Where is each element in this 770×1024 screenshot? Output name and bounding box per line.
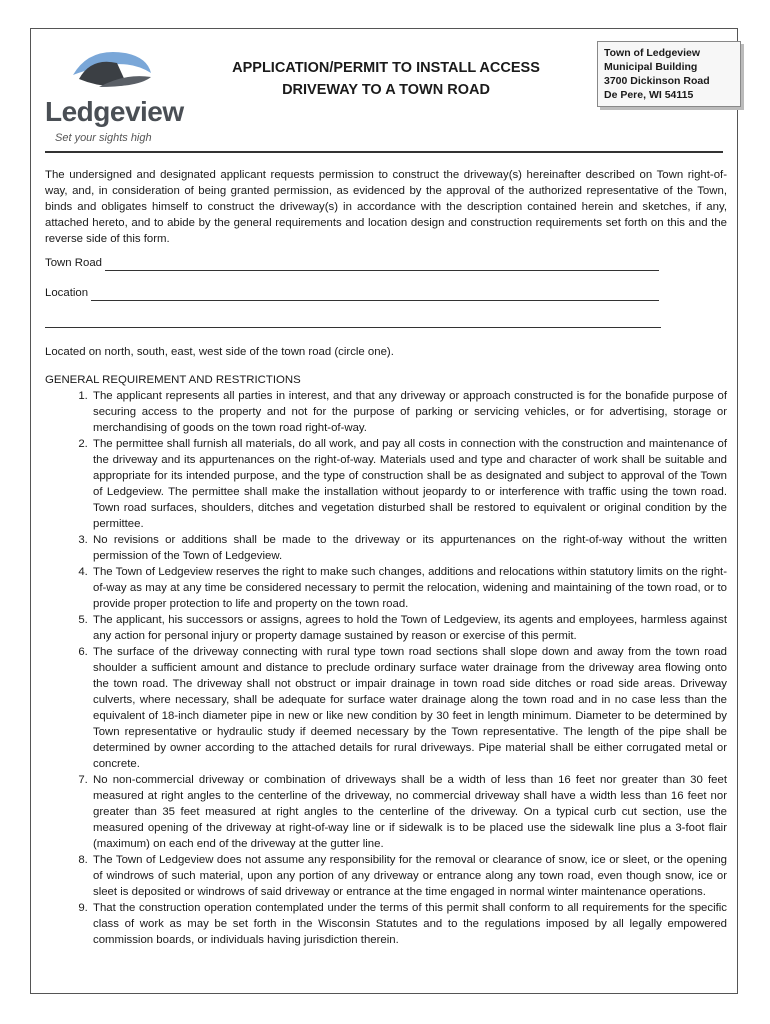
requirements-list: [45, 388, 727, 948]
requirement-item: 4. The Town of Ledgeview reserves the right to make such changes, additions and relocations within statutory limits on the right-of-way as may at any time be considered necessary to permit the relocation, widening and maintaining of the town road, or to provide proper protection to life and property on the town road.: [91, 564, 727, 612]
address-line: Municipal Building: [604, 61, 698, 73]
requirement-item: 6. The surface of the driveway connecting with rural type town road sections shall slope down and away from the town road shoulder a sufficient amount and distance to preclude ordinary surface water drainage from the driveway area flowing onto the town road. The driveway shall not obstruct or impair drainage in town road side ditches or road side areas. Driveway culverts, where necessary, shall be adequate for surface water drainage along the town road and in no case less than the equivalent of 18-inch diameter pipe in new or like new condition by 30 feet in length minimum. Diameter to be determined by Town representative or hydraulic study if deemed necessary by the Town representative. The length of the pipe shall be determined by owner according to the attached details for rural driveways. Pipe material shall be either corrugated metal or concrete.: [91, 644, 727, 772]
address-line: De Pere, WI 54115: [604, 89, 694, 101]
requirement-item: 7. No non-commercial driveway or combination of driveways shall be a width of less than 16 feet nor greater than 30 feet measured at right angles to the centerline of the driveway, no commercial driveway shall have a width less than 16 feet nor greater than 35 feet measured at right angles to the centerline of the driveway. On a typical curb cut section, use the measured opening of the driveway at right-of-way line or if sidewalk is to be placed use the sidewalk line plus a 3-foot flair (maximum) on each end of the driveway at the gutter line.: [91, 772, 727, 852]
header-divider: [45, 151, 723, 153]
location-continuation-line[interactable]: [45, 315, 661, 328]
requirement-item: 8. The Town of Ledgeview does not assume any responsibility for the removal or clearance of snow, ice or sleet, or the opening of windrows of such material, upon any portion of any driveway or entrance along any town road, even though snow, ice or sleet is deposited or windrows of said driveway or entrance at the time engaged in normal winter maintenance operations.: [91, 852, 727, 900]
requirement-item: 5. The applicant, his successors or assigns, agrees to hold the Town of Ledgeview, its agents and employees, harmless against any action for personal injury or property damage sustained by reason or exercise of this permit.: [91, 612, 727, 644]
permit-form-page: [30, 28, 738, 994]
section-heading: GENERAL REQUIREMENT AND RESTRICTIONS: [45, 374, 301, 386]
requirement-item: 1. The applicant represents all parties in interest, and that any driveway or approach constructed is for the bonafide purpose of securing access to the property and not for the purpose of parking or servicing vehicles, or for advertising, storage or merchandising of goods on the town road right-of-way.: [91, 388, 727, 436]
landscape-logo-icon: [69, 43, 153, 93]
address-line: Town of Ledgeview: [604, 47, 701, 59]
title-line-2: DRIVEWAY TO A TOWN ROAD: [282, 82, 490, 98]
town-road-input-line[interactable]: [105, 258, 659, 271]
form-body: [45, 167, 727, 948]
location-field: [45, 285, 727, 301]
location-input-line[interactable]: [91, 288, 659, 301]
town-road-field: [45, 255, 727, 271]
town-road-label: Town Road: [45, 257, 102, 269]
address-line: 3700 Dickinson Road: [604, 75, 710, 87]
form-title: [181, 57, 591, 101]
logo-tagline: Set your sights high: [55, 132, 152, 144]
side-of-road-note: Located on north, south, east, west side of the town road (circle one).: [45, 346, 394, 358]
ledgeview-logo: [43, 43, 184, 153]
requirement-item: 9. That the construction operation contemplated under the terms of this permit shall conform to all requirements for the specific class of work as may be set forth in the Wisconsin Statutes and to the regulations imposed by all legally empowered commission boards, or individuals having jurisdiction therein.: [91, 900, 727, 948]
title-line-1: APPLICATION/PERMIT TO INSTALL ACCESS: [232, 60, 540, 76]
intro-paragraph: The undersigned and designated applicant requests permission to construct the driveway(s) hereinafter described on Town right-of-way, and, in consideration of being granted permission, as evidenced by the approval of the authorized representative of the Town, binds and obligates himself to construct the driveway(s) in accordance with the description contained herein and sketches, if any, attached hereto, and to abide by the general requirements and location design and construction requirements set forth on this and the reverse side of this form.: [45, 169, 727, 245]
logo-wordmark: Ledgeview: [45, 96, 184, 127]
town-address-box: [597, 41, 741, 107]
requirement-item: 2. The permittee shall furnish all materials, do all work, and pay all costs in connection with the construction and maintenance of the driveway and its appurtenances on the right-of-way. Materials used and type and character of work shall be suitable and appropriate for its intended purpose, and the type of construction shall be as designated and subject to approval of the Town of Ledgeview. The permittee shall make the installation without jeopardy to or interference with traffic using the town road. Town road surfaces, shoulders, ditches and vegetation disturbed shall be restored to equivalent or original condition by the permittee.: [91, 436, 727, 532]
location-label: Location: [45, 287, 89, 299]
requirement-item: 3. No revisions or additions shall be made to the driveway or its appurtenances on the right-of-way without the written permission of the Town of Ledgeview.: [91, 532, 727, 564]
